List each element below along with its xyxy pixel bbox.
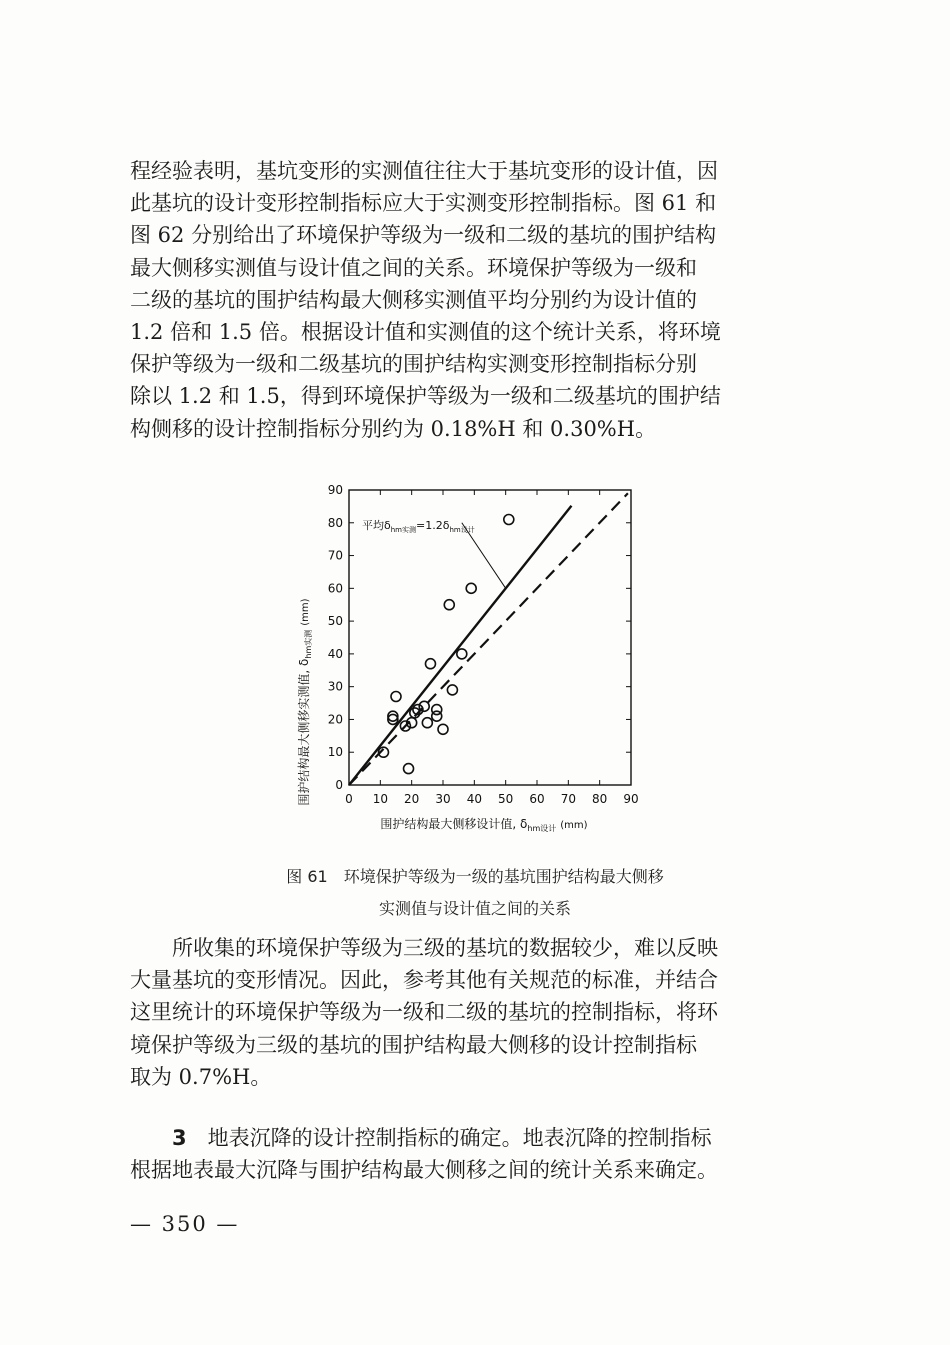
x-tick-label: 0 <box>345 792 353 806</box>
page-number: — 350 — <box>130 1212 240 1236</box>
data-point <box>391 692 401 702</box>
y-tick-label: 70 <box>327 548 343 563</box>
y-axis-subscript: hm实测 <box>304 629 313 659</box>
text-line: 图 62 分别给出了环境保护等级为一级和二级的基坑的围护结构 <box>130 223 717 248</box>
text-line: 大量基坑的变形情况。因此，参考其他有关规范的标准，并结合 <box>130 968 718 993</box>
annotation-subscript-2: hm设计 <box>449 526 475 534</box>
x-axis-unit: (mm) <box>560 820 588 831</box>
figure-caption-line-1: 图 61 环境保护等级为一级的基坑围护结构最大侧移 <box>286 867 664 886</box>
y-axis-unit: (mm) <box>300 598 311 626</box>
text-line: 根据地表最大沉降与围护结构最大侧移之间的统计关系来确定。 <box>130 1158 718 1183</box>
x-axis-subscript: hm设计 <box>527 824 557 833</box>
y-tick-label: 60 <box>327 581 343 596</box>
y-tick-label: 80 <box>327 515 343 530</box>
data-point <box>422 718 432 728</box>
text-line: 此基坑的设计变形控制指标应大于实测变形控制指标。图 61 和 <box>130 191 717 216</box>
text-line: 取为 0.7%H。 <box>130 1064 272 1089</box>
data-point <box>404 764 414 774</box>
annotation-text: 平均δ <box>362 519 391 532</box>
annotation-subscript-1: hm实测 <box>390 526 416 534</box>
y-tick-label: 40 <box>327 646 343 661</box>
scatter-chart <box>290 480 650 840</box>
x-tick-label: 80 <box>592 792 608 806</box>
annotation-equals: =1.2δ <box>416 519 450 532</box>
x-tick-label: 20 <box>404 792 420 806</box>
data-point <box>457 649 467 659</box>
y-tick-label: 50 <box>327 614 343 629</box>
text-line: 这里统计的环境保护等级为一级和二级的基坑的控制指标，将环 <box>130 1000 718 1025</box>
x-tick-label: 10 <box>372 792 388 806</box>
text-line: 境保护等级为三级的基坑的围护结构最大侧移的设计控制指标 <box>130 1032 697 1057</box>
paragraph-1 <box>130 155 810 445</box>
text-line: 保护等级为一级和二级基坑的围护结构实测变形控制指标分别 <box>130 352 697 377</box>
data-point <box>444 600 454 610</box>
data-point <box>447 685 457 695</box>
fit-line-annotation <box>362 518 475 534</box>
x-tick-label: 70 <box>560 792 576 806</box>
x-tick-label: 40 <box>466 792 482 806</box>
section-number: 3 <box>172 1126 187 1150</box>
text-line: 程经验表明，基坑变形的实测值往往大于基坑变形的设计值，因 <box>130 159 718 183</box>
text-line: 构侧移的设计控制指标分别约为 0.18%H 和 0.30%H。 <box>130 416 657 441</box>
text-line: 1.2 倍和 1.5 倍。根据设计值和实测值的这个统计关系，将环境 <box>130 320 721 345</box>
data-point <box>432 705 442 715</box>
text-line <box>130 1122 810 1154</box>
y-tick-label: 90 <box>327 483 343 497</box>
x-tick-label: 90 <box>623 792 639 806</box>
y-axis-label: 围护结构最大侧移实测值, δ <box>297 658 311 806</box>
y-tick-label: 30 <box>327 679 343 694</box>
figure-caption-line-2: 实测值与设计值之间的关系 <box>378 899 571 918</box>
text-line: 二级的基坑的围护结构最大侧移实测值平均分别约为设计值的 <box>130 287 697 312</box>
paragraph-2 <box>130 932 810 1093</box>
paragraph-3 <box>130 1122 810 1186</box>
data-point <box>425 659 435 669</box>
x-tick-label: 60 <box>529 792 545 806</box>
x-tick-label: 30 <box>435 792 451 806</box>
y-tick-label: 20 <box>327 712 343 727</box>
data-point <box>504 515 514 525</box>
data-point <box>466 583 476 593</box>
fit-line-solid <box>349 506 571 785</box>
y-axis-title <box>296 598 313 805</box>
text-line: 最大侧移实测值与设计值之间的关系。环境保护等级为一级和 <box>130 255 697 280</box>
y-tick-label: 10 <box>327 745 343 760</box>
x-tick-label: 50 <box>498 792 514 806</box>
section-heading-text: 地表沉降的设计控制指标的确定。地表沉降的控制指标 <box>207 1126 712 1150</box>
x-axis-title <box>380 816 587 833</box>
text-line: 所收集的环境保护等级为三级的基坑的数据较少，难以反映 <box>172 936 718 960</box>
reference-line-dashed <box>349 493 628 785</box>
x-axis-label: 围护结构最大侧移设计值, δ <box>380 817 528 831</box>
y-tick-label: 0 <box>335 778 343 792</box>
text-line: 除以 1.2 和 1.5，得到环境保护等级为一级和二级基坑的围护结 <box>130 384 721 409</box>
data-point <box>438 724 448 734</box>
